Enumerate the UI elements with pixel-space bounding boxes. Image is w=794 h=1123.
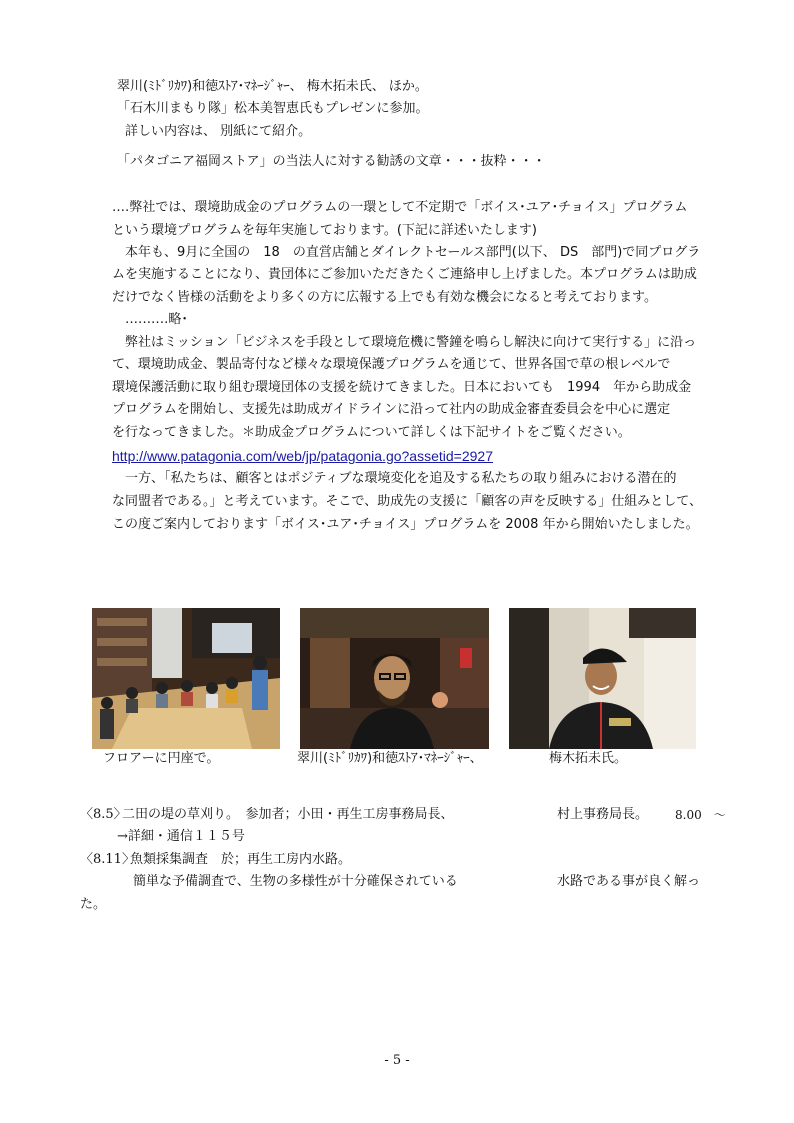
intro-line: 翠川(ﾐﾄﾞﾘｶﾜ)和徳ｽﾄｱ･ﾏﾈｰｼﾞｬｰ、 梅木拓未氏、 ほか。 bbox=[117, 79, 428, 94]
excerpt-line: 環境保護活動に取り組む環境団体の支援を続けてきました。日本においても 1994 年から助成金 bbox=[112, 380, 692, 395]
excerpt-line: を行なってきました。＊助成金プログラムについて詳しくは下記サイトをご覧ください。 bbox=[112, 425, 631, 440]
excerpt-line: だけでなく皆様の活動をより多くの方に広報する上でも有効な機会になると考えております。 bbox=[112, 290, 657, 305]
photo-floor-circle bbox=[92, 608, 280, 749]
event-detail: →詳細・通信１１５号 bbox=[117, 829, 245, 844]
excerpt-ellipsis: ‥‥‥‥‥略･ bbox=[125, 312, 188, 327]
intro-line: 詳しい内容は、 別紙にて紹介。 bbox=[125, 124, 312, 139]
intro-line: 「石木川まもり隊」松本美智恵氏もプレゼンに参加。 bbox=[117, 101, 429, 116]
event-text: 簡単な予備調査で、生物の多様性が十分確保されている bbox=[133, 874, 458, 889]
event-text: た。 bbox=[80, 897, 107, 912]
event-text: 村上事務局長。 bbox=[557, 807, 649, 822]
photo-umeki bbox=[509, 608, 696, 749]
event-text: 水路である事が良く解っ bbox=[557, 874, 701, 889]
excerpt-line: て、環境助成金、製品寄付など様々な環境保護プログラムを通じて、世界各国で草の根レベルで bbox=[112, 357, 671, 372]
event-text: 二田の堤の草刈り。 参加者；小田・再生工房事務局長、 bbox=[122, 807, 454, 822]
patagonia-link[interactable]: http://www.patagonia.com/web/jp/patagonia.go?assetid=2927 bbox=[112, 448, 493, 464]
excerpt-line: ‥‥弊社では、環境助成金のプログラムの一環として不定期で「ボイス･ユア･チョイス」プログラム bbox=[112, 200, 688, 215]
excerpt-line: 弊社はミッション「ビジネスを手段として環境危機に警鐘を鳴らし解決に向けて実行する」に沿っ bbox=[125, 335, 697, 350]
event-time: 8.00 ～ bbox=[675, 808, 726, 822]
excerpt-heading: 「パタゴニア福岡ストア」の当法人に対する勧誘の文章・・・抜粋・・・ bbox=[117, 154, 546, 169]
photo-caption: フロアーに円座で。 bbox=[103, 751, 220, 766]
excerpt-line: ムを実施することになり、貴団体にご参加いただきたくご連絡申し上げました。本プログラムは助成 bbox=[112, 267, 697, 282]
closing-line: な同盟者である。」と考えています。そこで、助成先の支援に「顧客の声を反映する」仕組みとして、 bbox=[112, 494, 702, 509]
photo-caption: 翠川(ﾐﾄﾞﾘｶﾜ)和徳ｽﾄｱ･ﾏﾈｰｼﾞｬｰ、 bbox=[297, 751, 483, 766]
photo-caption: 梅木拓未氏。 bbox=[549, 751, 628, 766]
excerpt-line: 本年も、9月に全国の 18 の直営店舗とダイレクトセールス部門(以下、 DS 部門)で同プログラ bbox=[125, 245, 701, 260]
closing-line: この度ご案内しております「ボイス･ユア･チョイス」プログラムを 2008 年から開始いたしました。 bbox=[112, 517, 699, 532]
event-date: 〈8.11〉 bbox=[80, 852, 135, 867]
photo-store-manager bbox=[300, 608, 489, 749]
page-number: - 5 - bbox=[384, 1053, 410, 1068]
event-text: 魚類採集調査 於；再生工房内水路。 bbox=[130, 852, 352, 867]
event-date: 〈8.5〉 bbox=[80, 807, 127, 822]
closing-line: 一方、「私たちは、顧客とはポジティブな環境変化を追及する私たちの取り組みにおける潜在的 bbox=[125, 471, 677, 486]
excerpt-line: という環境プログラムを毎年実施しております。(下記に詳述いたします) bbox=[112, 223, 537, 238]
excerpt-line: プログラムを開始し、支援先は助成ガイドラインに沿って社内の助成金審査委員会を中心に選定 bbox=[112, 402, 671, 417]
